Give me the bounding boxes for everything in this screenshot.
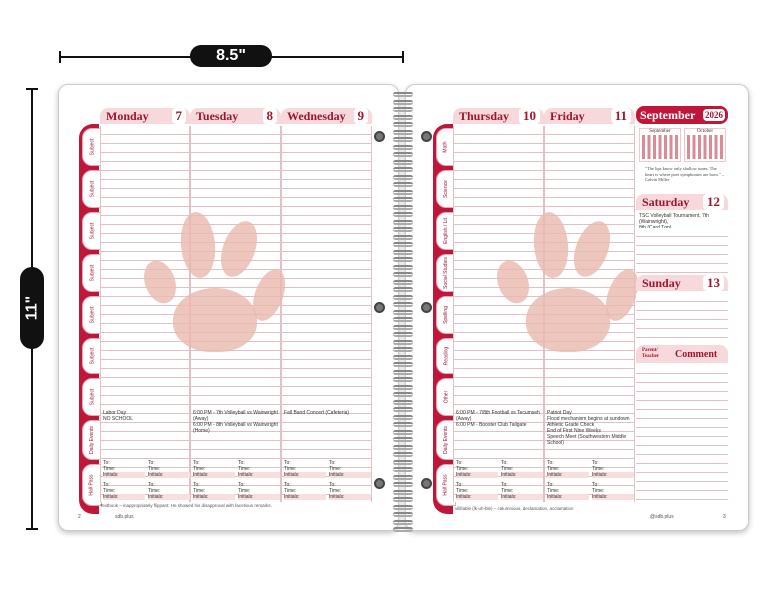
brand-label: sdb.plus [115,514,134,520]
spiral-coil [393,160,413,165]
day-name: Wednesday [287,108,346,123]
page-number: 2 [78,514,81,520]
day-name: Saturday [642,194,690,209]
spiral-coil [393,235,413,240]
hall-pass-cell[interactable] [453,460,498,478]
spiral-coil [393,490,413,495]
hall-pass-cell[interactable] [145,460,190,478]
writing-lines[interactable] [636,293,728,343]
hall-pass-time-label: Time: [148,488,161,494]
spiral-coil [393,302,413,307]
hall-pass-cell[interactable] [100,460,145,478]
hall-pass-row[interactable] [190,482,280,502]
hall-pass-initials-label: Initials: [329,472,371,478]
hall-pass-time-label: Time: [148,466,161,472]
hall-pass-to-label: To: [284,460,291,466]
spiral-coil [393,527,413,532]
hall-pass-to-label: To: [193,460,200,466]
width-dim-left-tick [59,51,61,63]
spiral-coil [393,272,413,277]
mini-calendar-title: October [696,129,714,134]
day-number: 10 [519,108,540,124]
hall-pass-cell[interactable] [544,482,589,500]
width-badge: 8.5" [190,45,272,67]
subject-tab-label: Subject [89,222,95,240]
hall-pass-cell[interactable] [145,482,190,500]
spiral-coil [393,370,413,375]
spiral-coil [393,167,413,172]
spiral-coil [393,512,413,517]
binder-hole [374,302,385,313]
hall-pass-initials-label: Initials: [501,494,543,500]
mini-calendar-grid [687,135,723,159]
spiral-coil [393,257,413,262]
daily-event: Patriot Day Flood mechanism begins at sundown Athletic Grade Check End of First Nine Weeks Speech Meet (Southwestern Middle School) [547,410,630,446]
day-header [453,108,544,124]
hall-pass-time-label: Time: [284,466,297,472]
subject-tab-label: Subject [89,180,95,198]
hall-pass-time-label: Time: [103,466,116,472]
hall-pass-time-label: Time: [238,466,251,472]
hall-pass-to-label: To: [148,460,155,466]
spiral-coil [393,115,413,120]
spiral-coil [393,145,413,150]
writing-lines[interactable] [636,228,728,274]
subject-tab[interactable] [82,128,102,166]
hall-pass-cell[interactable] [100,482,145,500]
spiral-coil [393,182,413,187]
hall-pass-row[interactable] [281,460,371,480]
hall-pass-initials-label: Initials: [193,494,235,500]
day-number: 13 [703,275,724,291]
hall-pass-to-label: To: [592,482,599,488]
day-name: Sunday [642,275,681,290]
subject-tab[interactable] [82,254,102,292]
month-year: 2026 [705,110,723,120]
hall-pass-row[interactable] [453,460,543,480]
binder-hole [374,131,385,142]
hall-pass-initials-label: Initials: [592,494,634,500]
hall-pass-initials-label: Initials: [547,472,589,478]
hall-pass-time-label: Time: [329,466,342,472]
spiral-coil [393,482,413,487]
subject-tab-label: Subject [89,264,95,282]
subject-tab[interactable] [82,464,102,506]
hall-pass-time-label: Time: [456,488,469,494]
hall-pass-initials-label: Initials: [238,494,280,500]
hall-pass-initials-label: Initials: [148,494,190,500]
binder-hole [421,478,432,489]
hall-pass-initials-label: Initials: [284,494,326,500]
spiral-coil [393,212,413,217]
hall-pass-to-label: To: [329,482,336,488]
binder-hole [421,302,432,313]
spiral-coil [393,497,413,502]
hall-pass-to-label: To: [592,460,599,466]
day-number: 7 [172,108,187,124]
hall-pass-initials-label: Initials: [547,494,589,500]
daily-event: Labor Day NO SCHOOL [103,410,134,422]
hall-pass-cell[interactable] [589,460,634,478]
daily-event: TSC Volleyball Tournament, 7th (Wainwright), [639,213,709,225]
hall-pass-to-label: To: [547,460,554,466]
spiral-coil [393,362,413,367]
spiral-coil [393,325,413,330]
hall-pass-to-label: To: [547,482,554,488]
spiral-coil [393,310,413,315]
hall-pass-cell[interactable] [281,482,326,500]
hall-pass-initials-label: Initials: [193,472,235,478]
subject-tab[interactable] [82,338,102,374]
spiral-coil [393,190,413,195]
day-name: Thursday [459,108,510,123]
spiral-coil [393,355,413,360]
vocab-note: Textbook – inappropriately flippant: He showed his disapproval with facetious remarks. [100,503,272,508]
spiral-coil [393,197,413,202]
day-header [636,275,728,291]
spiral-coil [393,137,413,142]
hall-pass-cell[interactable] [235,460,280,478]
day-header [190,108,281,124]
subject-tab-label: Reading [443,346,450,366]
hall-pass-time-label: Time: [193,466,206,472]
height-dim-top-tick [26,88,38,90]
daily-event: 6:00 PM - 7th Volleyball vs Wainwright (Away) 6:00 PM - 8th Volleyball vs Wainwright (Home) [193,410,278,434]
binder-hole [421,131,432,142]
daily-event: 6:00 PM - 7/8th Football vs Tecumseh (Away) 6:00 PM - Booster Club Tailgate [456,410,540,428]
hall-pass-row[interactable] [281,482,371,502]
day-header [636,194,728,210]
spiral-coil [393,130,413,135]
spiral-coil [393,220,413,225]
spiral-coil [393,385,413,390]
comment-title: Comment [675,348,718,360]
day-number: 12 [703,194,724,210]
hall-pass-row[interactable] [100,460,190,480]
spiral-coil [393,452,413,457]
spiral-coil [393,250,413,255]
hall-pass-to-label: To: [329,460,336,466]
spiral-coil [393,445,413,450]
day-header [100,108,190,124]
quote: "The lips know only shallow tunes. The heart is where poet symphonies are born." – Calvin Miller [645,166,725,182]
spiral-coil [393,205,413,210]
parent-teacher-comment[interactable] [636,345,728,503]
hall-pass-to-label: To: [193,482,200,488]
hall-pass-to-label: To: [148,482,155,488]
height-badge: 11" [20,267,44,349]
subject-tab-label: Subject [89,138,95,156]
day-number: 11 [611,108,631,124]
daily-event: Fall Band Concert (Cafeteria) [284,410,350,416]
spiral-coil [393,400,413,405]
hall-pass-initials-label: Initials: [103,472,145,478]
day-header [544,108,635,124]
spiral-coil [393,287,413,292]
hall-pass-cell[interactable] [326,460,371,478]
subject-tab-label: English / Lit [443,218,450,244]
mini-calendar-september [639,128,681,162]
spiral-coil [393,392,413,397]
hall-pass-initials-label: Initials: [592,472,634,478]
subject-tab-label: Hall Pass [89,474,95,496]
paw-print-watermark [143,212,283,352]
hall-pass-time-label: Time: [456,466,469,472]
writing-lines[interactable] [281,126,372,502]
spiral-coil [393,377,413,382]
spiral-coil [393,505,413,510]
hall-pass-initials-label: Initials: [329,494,371,500]
spiral-coil [393,332,413,337]
hall-pass-to-label: To: [284,482,291,488]
spiral-coil [393,227,413,232]
vocab-note: vilifiable (lk-uh-ble) – calumnious, declamation, acclamation [455,506,574,511]
hall-pass-cell[interactable] [589,482,634,500]
month-header [636,106,728,124]
spiral-coil [393,520,413,525]
subject-tab[interactable] [82,170,102,208]
subject-tab-label: Daily Events [89,426,96,454]
hall-pass-to-label: To: [501,460,508,466]
spiral-coil [393,242,413,247]
hall-pass-cell[interactable] [281,460,326,478]
day-number: 9 [354,108,369,124]
hall-pass-initials-label: Initials: [284,472,326,478]
month-name: September [640,107,696,122]
spiral-coil [393,437,413,442]
hall-pass-to-label: To: [238,460,245,466]
hall-pass-time-label: Time: [547,466,560,472]
brand-label: @sdb.plus [650,514,674,520]
hall-pass-to-label: To: [238,482,245,488]
subject-tab-label: Other [442,390,449,404]
day-number: 8 [263,108,278,124]
hall-pass-time-label: Time: [501,466,514,472]
paw-print-watermark [496,212,636,352]
width-dim-right-tick [402,51,404,63]
mini-calendar-grid [642,135,678,159]
subject-tab-label: Subject [89,306,95,324]
hall-pass-initials-label: Initials: [501,472,543,478]
hall-pass-to-label: To: [456,482,463,488]
height-dim-bottom-tick [26,528,38,530]
spiral-coil [393,430,413,435]
writing-lines[interactable] [636,365,728,503]
comment-small-label: Parent/ Teacher [642,348,660,359]
subject-tab-label: Subject [89,388,95,406]
day-header [281,108,372,124]
hall-pass-cell[interactable] [235,482,280,500]
hall-pass-cell[interactable] [544,460,589,478]
hall-pass-row[interactable] [100,482,190,502]
subject-tab[interactable] [82,296,102,334]
subject-tab-label: Math [443,141,449,153]
spiral-coil [393,460,413,465]
hall-pass-time-label: Time: [592,466,605,472]
hall-pass-initials-label: Initials: [148,472,190,478]
hall-pass-initials-label: Initials: [456,472,498,478]
hall-pass-cell[interactable] [498,460,543,478]
spiral-coil [393,92,413,97]
day-column-wednesday[interactable] [281,108,372,502]
hall-pass-initials-label: Initials: [103,494,145,500]
hall-pass-cell[interactable] [326,482,371,500]
mini-calendar-title: September [649,129,671,134]
spiral-coil [393,280,413,285]
hall-pass-cell[interactable] [498,482,543,500]
hall-pass-time-label: Time: [238,488,251,494]
day-name: Monday [106,108,149,123]
subject-tab[interactable] [82,420,102,460]
hall-pass-to-label: To: [456,460,463,466]
hall-pass-time-label: Time: [329,488,342,494]
hall-pass-row[interactable] [544,482,634,502]
hall-pass-row[interactable] [453,482,543,502]
page-number: 3 [723,514,726,520]
spiral-coil [393,317,413,322]
subject-tab-label: Spelling [442,306,449,324]
day-name: Friday [550,108,585,123]
subject-tab-label: Hall Pass [443,474,449,496]
hall-pass-time-label: Time: [103,488,116,494]
hall-pass-to-label: To: [103,482,110,488]
subject-tab-label: Social Studies [443,257,449,289]
day-name: Tuesday [196,108,239,123]
spiral-coil [393,152,413,157]
spiral-coil [393,265,413,270]
hall-pass-row[interactable] [544,460,634,480]
hall-pass-cell[interactable] [453,482,498,500]
hall-pass-time-label: Time: [284,488,297,494]
spiral-coil [393,407,413,412]
spiral-coil [393,475,413,480]
hall-pass-cell[interactable] [190,482,235,500]
spiral-coil [393,415,413,420]
subject-tab-label: Subject [89,347,95,365]
hall-pass-time-label: Time: [547,488,560,494]
subject-tab[interactable] [82,212,102,250]
binder-hole [374,478,385,489]
spiral-coil [393,100,413,105]
day-column-sunday[interactable] [636,275,728,343]
hall-pass-time-label: Time: [592,488,605,494]
spiral-coil [393,295,413,300]
hall-pass-to-label: To: [501,482,508,488]
spiral-coil [393,340,413,345]
hall-pass-initials-label: Initials: [456,494,498,500]
hall-pass-row[interactable] [190,460,280,480]
spiral-coil [393,175,413,180]
subject-tab[interactable] [82,378,102,416]
subject-tab-label: Daily Events [443,426,450,454]
spiral-coil [393,467,413,472]
spiral-coil [393,422,413,427]
spiral-coil [393,122,413,127]
hall-pass-initials-label: Initials: [238,472,280,478]
spiral-coil [393,107,413,112]
subject-tab-label: Science [442,180,449,198]
day-column-saturday[interactable] [636,194,728,274]
comment-header [636,345,728,363]
hall-pass-cell[interactable] [190,460,235,478]
mini-calendar-october [684,128,726,162]
hall-pass-to-label: To: [103,460,110,466]
spiral-coil [393,347,413,352]
hall-pass-time-label: Time: [501,488,514,494]
hall-pass-time-label: Time: [193,488,206,494]
